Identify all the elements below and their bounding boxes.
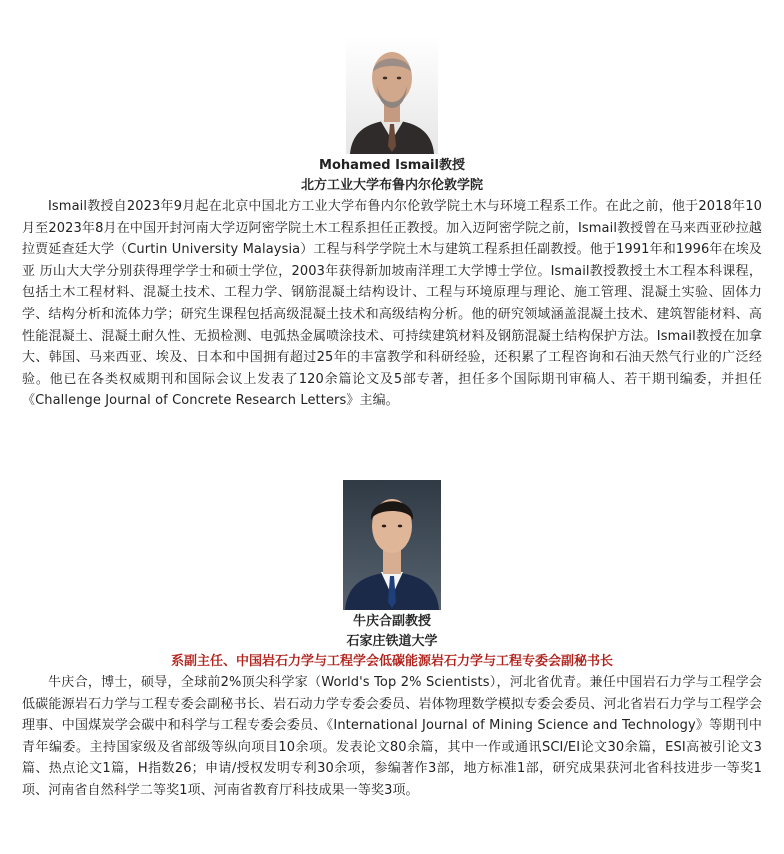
profile-affiliation: 北方工业大学布鲁内尔伦敦学院	[300, 178, 483, 193]
portrait-photo	[343, 480, 441, 610]
profile-bio: 牛庆合，博士，硕导，全球前2%顶尖科学家（World's Top 2% Scientists），河北省优青。兼任中国岩石力学与工程学会低碳能源岩石力学与工程专委会副秘书长、岩石动力学专委会委员、岩体物理数学模拟专委会委员、河北省岩石力学与工程学会理事、中国煤炭学会碳中和科学与工程专委会委员、《International Journal of Mining Science and Technology》等期刊中青年编委。主持国家级及省部级等纵向项目10余项。发表论文80余篇，其中一作或通讯SCI/EI论文30余篇，ESI高被引论文3篇、热点论文1篇，H指数26；申请/授权发明专利30余项，参编著作3部，地方标准1部，研究成果获河北省科技进步一等奖1项、河南省自然科学二等奖1项、河南省教育厅科技成果一等奖3项。	[22, 675, 762, 798]
portrait-photo	[346, 36, 438, 154]
profile-ismail	[22, 36, 762, 412]
profile-niu	[22, 480, 762, 802]
profile-role: 系副主任、中国岩石力学与工程学会低碳能源岩石力学与工程专委会副秘书长	[170, 654, 613, 669]
profile-affiliation: 石家庄铁道大学	[346, 634, 438, 649]
profile-name: Mohamed Ismail教授	[319, 158, 465, 173]
profile-name: 牛庆合副教授	[352, 614, 431, 629]
profile-bio: Ismail教授自2023年9月起在北京中国北方工业大学布鲁内尔伦敦学院土木与环境工程系工作。在此之前，他于2018年10月至2023年8月在中国开封河南大学迈阿密学院土木工程系担任正教授。加入迈阿密学院之前，Ismail教授曾在马来西亚砂拉越拉贾延查廷大学（Curtin University Malaysia）工程与科学学院土木与建筑工程系担任副教授。他于1991年和1996年在埃及亚 历山大大学分别获得理学学士和硕士学位，2003年获得新加坡南洋理工大学博士学位。Ismail教授教授土木工程本科课程，包括土木工程材料、混凝土技术、工程力学、钢筋混凝土结构设计、工程与环境原理与理论、施工管理、混凝土实验、固体力学、结构分析和流体力学；研究生课程包括高级混凝土技术和高级结构分析。他的研究领域涵盖混凝土技术、建筑智能材料、高性能混凝土、混凝土耐久性、无损检测、电弧热金属喷涂技术、可持续建筑材料及钢筋混凝土结构保护方法。Ismail教授在加拿大、韩国、马来西亚、埃及、日本和中国拥有超过25年的丰富教学和科研经验，还积累了工程咨询和石油天然气行业的广泛经验。他已在各类权威期刊和国际会议上发表了120余篇论文及5部专著，担任多个国际期刊审稿人、若干期刊编委，并担任《Challenge Journal of Concrete Research Letters》主编。	[22, 199, 762, 409]
